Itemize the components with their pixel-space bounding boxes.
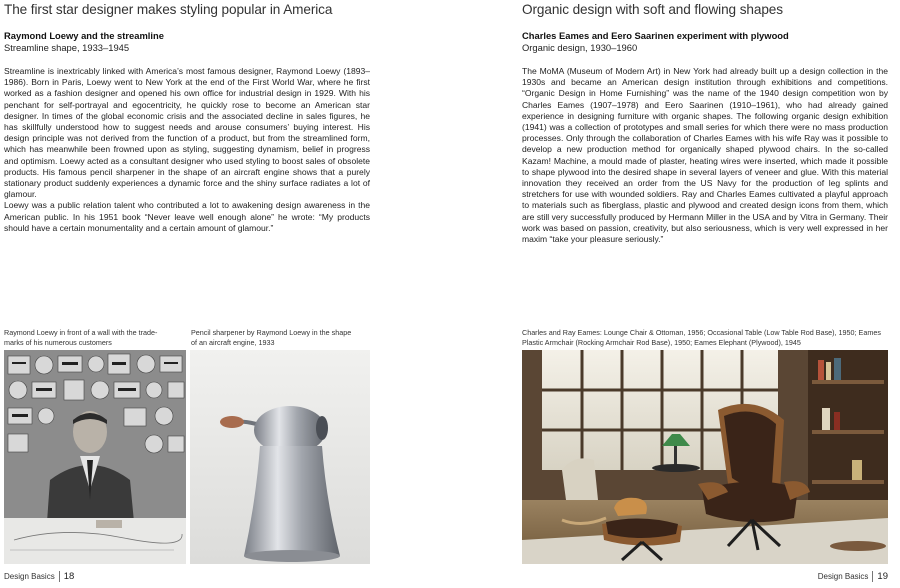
eames-lounge-chair-photo xyxy=(522,350,888,564)
footer-divider xyxy=(59,571,60,582)
page-number: 19 xyxy=(877,571,888,582)
left-page-title: The first star designer makes styling popular in America xyxy=(4,2,333,17)
right-page xyxy=(450,0,900,588)
caption-eames-furniture: Charles and Ray Eames: Lounge Chair & Ottoman, 1956; Occasional Table (Low Table Rod Base), 1950; Eames Plastic Armchair (Rocking Armchair Rod Base), 1950; Eames Elephant (Plywood), 1945 xyxy=(522,328,881,347)
right-paragraph-1: The MoMA (Museum of Modern Art) in New York had already built up a design collection in the 1930s and became an American design institution through exhibitions and competitions. “Organic Design in Home Furnishing” was the name of the 1940 design competition won by Charles Eames (1907–1978) and Eero Saarinen (1910–1961), who had already gained experience in designing furniture with organic shapes. The following organic design exhibition (1941) was a collection of prototypes and small series for which there were no mass production processes. Only through the collaboration of Charles Eames with his wife Ray was it possible to develop a new production method for organically shaped plywood chairs. In the so-called Kazam! Machine, a mould made of plaster, heating wires were inserted, which made it possible to shape plywood into the desired shape in several layers of veneer and glue. With this material innovation they received an order from the US Navy for the production of leg splints and stretchers for use with wounded soldiers. Ray and Charles Eames cultivated a playful approach to materials such as fiberglass, plastic and plywood and created design icons from them, which are still very successfully produced by Hermann Miller in the USA and by Vitra in Germany. Their work was based on passion, creativity, but also seriousness, which is very well expressed in her maxim “take your pleasure seriously.” xyxy=(522,66,888,245)
left-page-subsubhead: Streamline shape, 1933–1945 xyxy=(4,42,130,53)
left-page-body xyxy=(4,66,370,234)
left-page-footer xyxy=(4,571,74,582)
caption-pencil-sharpener: Pencil sharpener by Raymond Loewy in the shape of an aircraft engine, 1933 xyxy=(191,328,352,347)
caption-loewy-portrait: Raymond Loewy in front of a wall with the trade-marks of his numerous customers xyxy=(4,328,158,347)
right-page-subsubhead: Organic design, 1930–1960 xyxy=(522,42,638,53)
right-page-title: Organic design with soft and flowing shapes xyxy=(522,2,783,17)
left-paragraph-2: Loewy was a public relation talent who contributed a lot to awakening design awareness in the American public. In his 1951 book “Never leave well enough alone” he wrote: “My products should have a certain monumentality and a certain amount of glamour.” xyxy=(4,200,370,233)
footer-label: Design Basics xyxy=(4,572,55,581)
left-paragraph-1: Streamline is inextricably linked with America’s most famous designer, Raymond Loewy (1893–1986). Born in Paris, Loewy went to New York at the end of the First World War, where he first worked as a fashion designer and opened his own office for industrial design in 1929. With his penchant for self-portrayal and egocentricity, he quickly rose to become an American star designer. In times of the global economic crisis and the associated decline in sales figures, he has skillfully understood how to suggest needs and arouse consumers’ buying interest. His design principle was not derived from the function of a product, but from the streamlined form, which has meanwhile been frowned upon as styling, suggesting dynamism, belief in progress and optimism. Loewy acted as a consultant designer who used styling to boost sales of obsolete products. His famous pencil sharpener in the shape of an aircraft engine shows that a purely stationary product suddenly experiences a dynamic force and the shiny surface radiates a lot of glamour. xyxy=(4,66,370,200)
footer-label: Design Basics xyxy=(817,572,869,581)
page-number: 18 xyxy=(63,571,75,582)
right-page-body xyxy=(522,66,888,245)
left-page-subhead: Raymond Loewy and the streamline xyxy=(4,30,164,41)
loewy-portrait-photo xyxy=(4,350,186,564)
pencil-sharpener-photo xyxy=(190,350,370,564)
footer-divider xyxy=(872,571,873,582)
right-page-footer xyxy=(818,571,888,582)
right-page-subhead: Charles Eames and Eero Saarinen experiment with plywood xyxy=(522,30,789,41)
